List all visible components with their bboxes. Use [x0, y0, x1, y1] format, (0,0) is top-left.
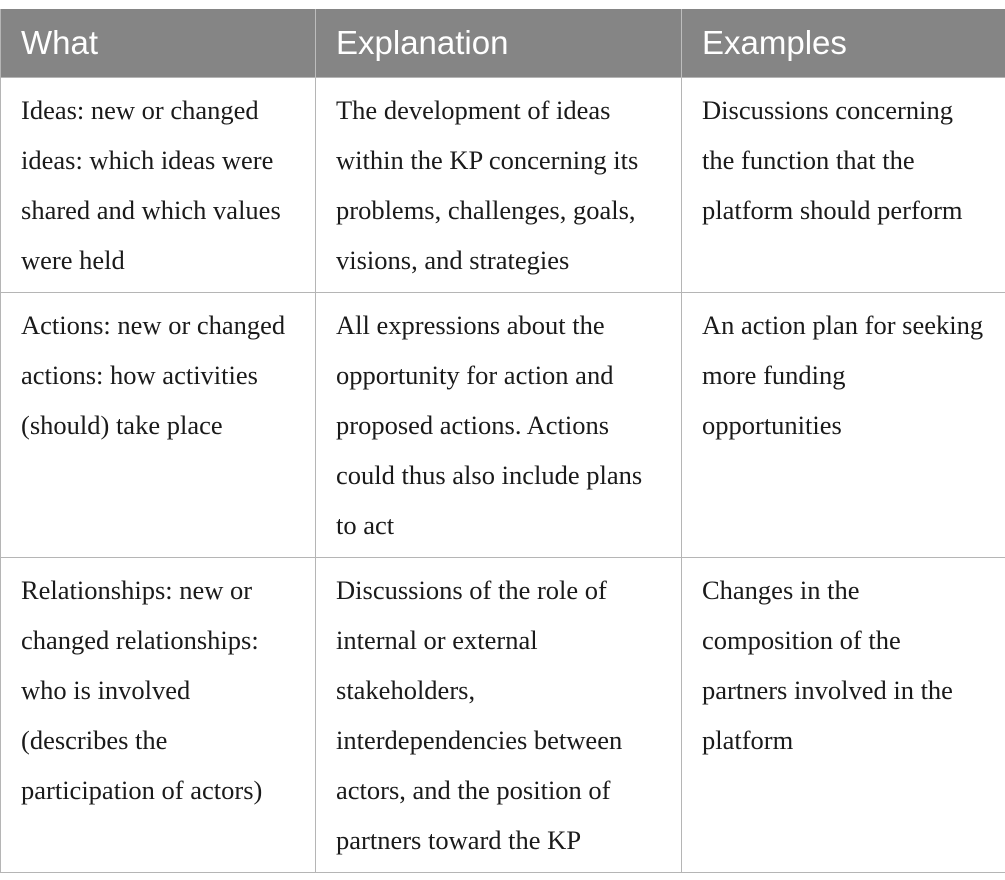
cell-examples: An action plan for seeking more funding opportunities: [682, 293, 1005, 558]
cell-what: Actions: new or changed actions: how activities (should) take place: [1, 293, 316, 558]
cell-examples: Changes in the composition of the partners involved in the platform: [682, 558, 1005, 873]
cell-explanation: Discussions of the role of internal or external stakeholders, interdependencies between actors, and the position of partners toward the KP: [316, 558, 682, 873]
cell-what: Relationships: new or changed relationships: who is involved (describes the participation of actors): [1, 558, 316, 873]
table-row: [1, 78, 1005, 293]
data-table: [0, 9, 1005, 873]
header-examples: Examples: [682, 9, 1005, 78]
header-what: What: [1, 9, 316, 78]
table-row: [1, 293, 1005, 558]
header-explanation: Explanation: [316, 9, 682, 78]
cell-examples: Discussions concerning the function that the platform should perform: [682, 78, 1005, 293]
table-body: [1, 78, 1005, 873]
cell-explanation: The development of ideas within the KP concerning its problems, challenges, goals, visions, and strategies: [316, 78, 682, 293]
table-row: [1, 558, 1005, 873]
cell-what: Ideas: new or changed ideas: which ideas were shared and which values were held: [1, 78, 316, 293]
table-header: [1, 9, 1005, 78]
header-row: [1, 9, 1005, 78]
cell-explanation: All expressions about the opportunity for action and proposed actions. Actions could thus also include plans to act: [316, 293, 682, 558]
